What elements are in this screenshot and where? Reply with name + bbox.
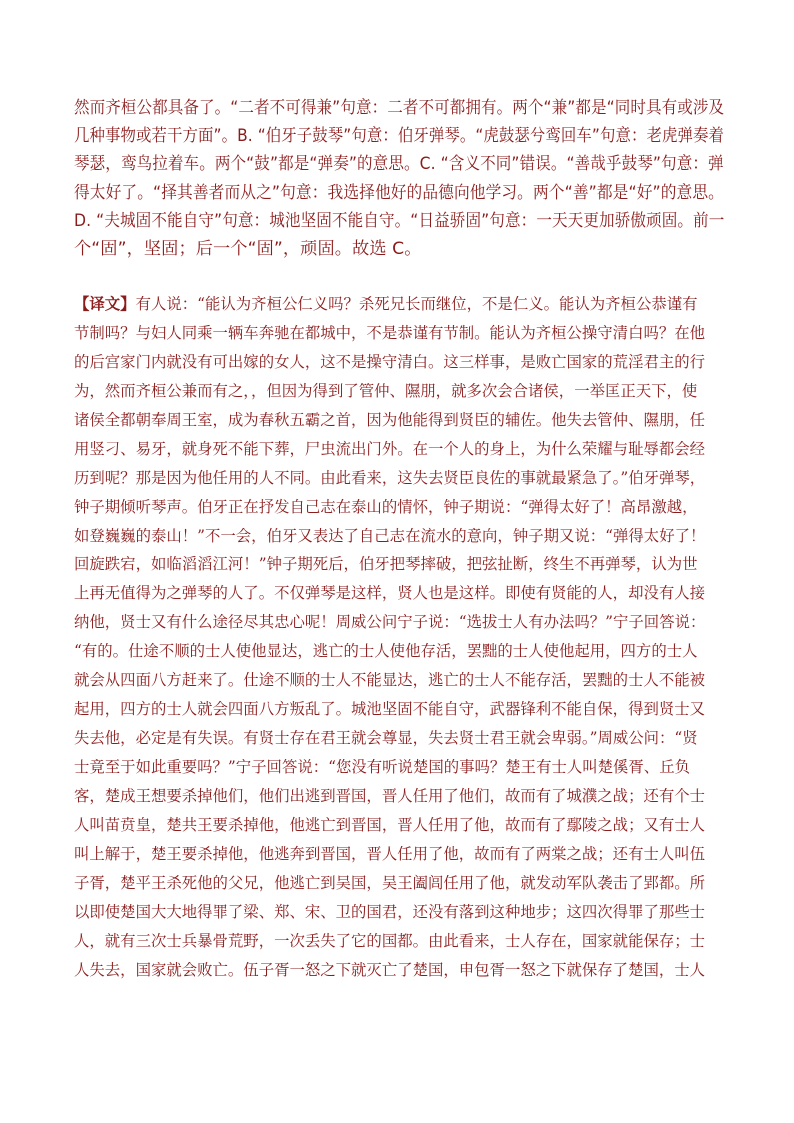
translation-line: 子胥，楚平王杀死他的父兄，他逃亡到吴国，吴王阖闾任用了他，就发动军队袭击了郢都。所 xyxy=(74,873,706,892)
answer-line: 得太好了。“择其善者而从之”句意：我选择他好的品德向他学习。两个“善”都是“好”的意思。 xyxy=(74,182,724,203)
translation-line: 为，然而齐桓公兼而有之，，但因为得到了管仲、隰朋，就多次会合诸侯，一举匡正天下，使 xyxy=(74,381,698,400)
translation-line: 节制吗？与妇人同乘一辆车奔驰在都城中，不是恭谨有节制。能认为齐桓公操守清白吗？在他 xyxy=(74,323,706,342)
answer-line: 琴瑟，鸾鸟拉着车。两个“鼓”都是“弹奏”的意思。C. “含义不同”错误。“善哉乎鼓琴”句意：弹 xyxy=(74,154,724,175)
answer-line: 几种事物或若干方面”。B. “伯牙子鼓琴”句意：伯牙弹琴。“虎鼓瑟兮鸾回车”句意：老虎弹奏着 xyxy=(74,126,725,147)
translation-line: 上再无值得为之弹琴的人了。不仅弹琴是这样，贤人也是这样。即使有贤能的人，却没有人接 xyxy=(74,584,706,603)
answer-line: 个“固”，坚固；后一个“固”，顽固。故选 C。 xyxy=(74,238,422,259)
translation-line: 历到呢？那是因为他任用的人不同。由此看来，这失去贤臣良佐的事就最紧急了。”伯牙弹琴， xyxy=(74,468,706,487)
translation-line: 人，就有三次士兵暴骨荒野，一次丢失了它的国都。由此看来，士人存在，国家就能保存；士 xyxy=(74,931,706,950)
translation-line: 钟子期倾听琴声。伯牙正在抒发自己志在泰山的情怀，钟子期说：“弹得太好了！高昂激越， xyxy=(74,497,698,516)
answer-explanation xyxy=(74,94,724,263)
translation-line: 就会从四面八方赶来了。仕途不顺的士人不能显达，逃亡的士人不能存活，罢黜的士人不能被 xyxy=(74,671,706,690)
translation-line: “有的。仕途不顺的士人使他显达，逃亡的士人使他存活，罢黜的士人使他起用，四方的士人 xyxy=(74,642,698,661)
translation-line: 回旋跌宕，如临滔滔江河！”钟子期死后，伯牙把琴摔破，把弦扯断，终生不再弹琴，认为世 xyxy=(74,555,698,574)
translation-tag: 【译文】 xyxy=(74,295,136,313)
translation-line: 用竖刁、易牙，就身死不能下葬，尸虫流出门外。在一个人的身上，为什么荣耀与耻辱都会经 xyxy=(74,439,706,458)
translation-line: 诸侯全都朝奉周王室，成为春秋五霸之首，因为他能得到贤臣的辅佐。他失去管仲、隰朋，任 xyxy=(74,410,706,429)
translation-line: 纳他，贤士又有什么途径尽其忠心呢！周威公问宁子说：“选拔士人有办法吗？”宁子回答说： xyxy=(74,613,706,632)
translation-line: 失去他，必定是有失误。有贤士存在君王就会尊显，失去贤士君王就会卑弱。”周威公问：“贤 xyxy=(74,729,698,748)
translation-line: 人失去，国家就会败亡。伍子胥一怒之下就灭亡了楚国，申包胥一怒之下就保存了楚国，士人 xyxy=(74,960,706,979)
translation-section xyxy=(74,290,734,985)
translation-line: 叫上解于，楚王要杀掉他，他逃奔到晋国，晋人任用了他，故而有了两棠之战；还有士人叫伍 xyxy=(74,844,706,863)
translation-line: 如登巍巍的泰山！”不一会，伯牙又表达了自己志在流水的意向，钟子期又说：“弹得太好了！ xyxy=(74,526,706,545)
translation-line: 的后宫家门内就没有可出嫁的女人，这不是操守清白。这三样事，是败亡国家的荒淫君主的行 xyxy=(74,352,706,371)
translation-line: 人叫苗贲皇，楚共王要杀掉他，他逃亡到晋国，晋人任用了他，故而有了鄢陵之战；又有士人 xyxy=(74,815,706,834)
answer-line: D. “夫城固不能自守”句意：城池坚固不能自守。“日益骄固”句意：一天天更加骄傲顽固。前一 xyxy=(74,210,725,231)
translation-line: 以即使楚国大大地得罪了梁、郑、宋、卫的国君，还没有落到这种地步；这四次得罪了那些士 xyxy=(74,902,706,921)
translation-line: 起用，四方的士人就会四面八方叛乱了。城池坚固不能自守，武器锋利不能自保，得到贤士又 xyxy=(74,700,706,719)
translation-first-line xyxy=(74,290,734,319)
answer-line: 然而齐桓公都具备了。“二者不可得兼”句意：二者不可都拥有。两个“兼”都是“同时具有或涉及 xyxy=(74,98,725,118)
translation-line-text: 有人说：“能认为齐桓公仁义吗？杀死兄长而继位，不是仁义。能认为齐桓公恭谨有 xyxy=(135,295,698,313)
translation-line: 客，楚成王想要杀掉他们，他们出逃到晋国，晋人任用了他们，故而有了城濮之战；还有个士 xyxy=(74,786,706,805)
translation-line: 士竟至于如此重要吗？”宁子回答说：“您没有听说楚国的事吗？楚王有士人叫楚傒胥、丘负 xyxy=(74,758,690,776)
